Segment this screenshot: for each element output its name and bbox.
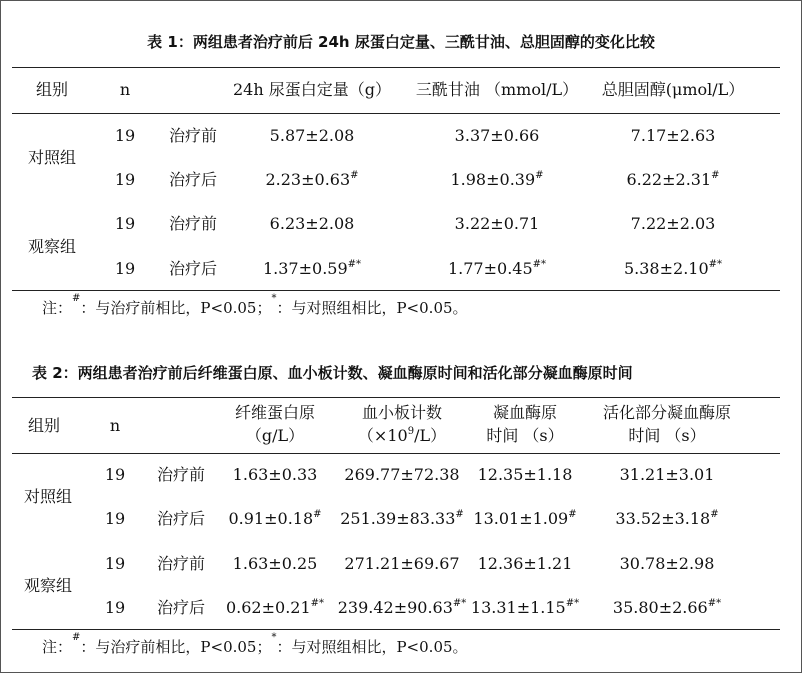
table1-header-cholesterol: 总胆固醇(μmol/L） <box>601 80 745 99</box>
table2-note: 注：#：与治疗前相比，P<0.05；*：与对照组相比，P<0.05。 <box>42 632 468 656</box>
table1-cell-triglyceride: 1.98±0.39# <box>450 170 544 189</box>
table1-cell-n: 19 <box>114 214 136 233</box>
table2-cell-fibrinogen: 0.62±0.21#* <box>225 598 325 617</box>
table2-cell-n: 19 <box>104 554 126 573</box>
table2-cell-platelet: 271.21±69.67 <box>344 554 460 573</box>
table1-cell-n: 19 <box>114 170 136 189</box>
table1-note: 注：#：与治疗前相比，P<0.05；*：与对照组相比，P<0.05。 <box>42 293 468 317</box>
table2-header-group: 组别 <box>27 416 61 435</box>
table2-cell-stage: 治疗前 <box>156 465 206 484</box>
table1-cell-triglyceride: 1.77±0.45#* <box>447 259 547 278</box>
table2-cell-platelet: 251.39±83.33# <box>340 509 464 528</box>
table1-cell-urine-protein: 6.23±2.08 <box>269 214 355 233</box>
table1-cell-stage: 治疗后 <box>168 259 218 278</box>
table2-cell-stage: 治疗后 <box>156 509 206 528</box>
table1-cell-cholesterol: 5.38±2.10#* <box>623 259 723 278</box>
table1-cell-urine-protein: 1.37±0.59#* <box>262 259 362 278</box>
table1-bottom-rule <box>12 290 780 291</box>
table2-cell-platelet: 239.42±90.63#* <box>337 598 467 617</box>
table1-cell-n: 19 <box>114 126 136 145</box>
table1-header-group: 组别 <box>35 80 69 99</box>
table1-cell-n: 19 <box>114 259 136 278</box>
table2-cell-n: 19 <box>104 509 126 528</box>
table1-caption: 表 1：两组患者治疗前后 24h 尿蛋白定量、三酰甘油、总胆固醇的变化比较 <box>147 33 655 51</box>
table2-cell-aptt: 33.52±3.18# <box>615 509 719 528</box>
table1-cell-stage: 治疗前 <box>168 126 218 145</box>
table2-group-observation: 观察组 <box>23 576 73 595</box>
table2-cell-aptt: 35.80±2.66#* <box>612 598 722 617</box>
table2-header-n: n <box>109 416 121 435</box>
table2-cell-fibrinogen: 1.63±0.33 <box>232 465 318 484</box>
table2-cell-stage: 治疗后 <box>156 598 206 617</box>
table1-cell-cholesterol: 6.22±2.31# <box>626 170 720 189</box>
table1-group-observation: 观察组 <box>27 237 77 256</box>
table2-cell-aptt: 30.78±2.98 <box>619 554 715 573</box>
table2-cell-fibrinogen: 1.63±0.25 <box>232 554 318 573</box>
table2-cell-n: 19 <box>104 598 126 617</box>
table2-cell-prothrombin-time: 13.31±1.15#* <box>470 598 580 617</box>
table1-cell-urine-protein: 2.23±0.63# <box>265 170 359 189</box>
table1-cell-cholesterol: 7.17±2.63 <box>630 126 716 145</box>
table1-header-rule <box>12 113 780 114</box>
table2-header-fibrinogen: 纤维蛋白原 （g/L） <box>234 403 316 445</box>
table1-cell-urine-protein: 5.87±2.08 <box>269 126 355 145</box>
table1-header-n: n <box>119 80 131 99</box>
table2-cell-stage: 治疗前 <box>156 554 206 573</box>
table2-cell-prothrombin-time: 13.01±1.09# <box>473 509 577 528</box>
table1-header-urine-protein: 24h 尿蛋白定量（g） <box>233 80 391 99</box>
table2-cell-prothrombin-time: 12.36±1.21 <box>477 554 573 573</box>
table2-cell-prothrombin-time: 12.35±1.18 <box>477 465 573 484</box>
table1-group-control: 对照组 <box>27 148 77 167</box>
table1-cell-stage: 治疗后 <box>168 170 218 189</box>
table2-group-control: 对照组 <box>23 487 73 506</box>
table2-header-aptt: 活化部分凝血酶原 时间 （s） <box>602 403 732 445</box>
table1-cell-cholesterol: 7.22±2.03 <box>630 214 716 233</box>
table2-cell-n: 19 <box>104 465 126 484</box>
table2-cell-aptt: 31.21±3.01 <box>619 465 715 484</box>
table2-cell-platelet: 269.77±72.38 <box>344 465 460 484</box>
table2-cell-fibrinogen: 0.91±0.18# <box>228 509 322 528</box>
table1-cell-triglyceride: 3.37±0.66 <box>454 126 540 145</box>
table1-cell-triglyceride: 3.22±0.71 <box>454 214 540 233</box>
table2-header-platelet: 血小板计数 $(\times 10^9/L)$ <box>357 403 447 445</box>
table1-cell-stage: 治疗前 <box>168 214 218 233</box>
table2-caption: 表 2：两组患者治疗前后纤维蛋白原、血小板计数、凝血酶原时间和活化部分凝血酶原时间 <box>32 364 633 382</box>
table1-top-rule <box>12 67 780 68</box>
table2-header-prothrombin-time: 凝血酶原 时间 （s） <box>486 403 564 445</box>
table1-header-triglyceride: 三酰甘油 （mmol/L） <box>415 80 579 99</box>
table2-top-rule <box>12 397 780 398</box>
table2-bottom-rule <box>12 629 780 630</box>
table2-header-rule <box>12 453 780 454</box>
